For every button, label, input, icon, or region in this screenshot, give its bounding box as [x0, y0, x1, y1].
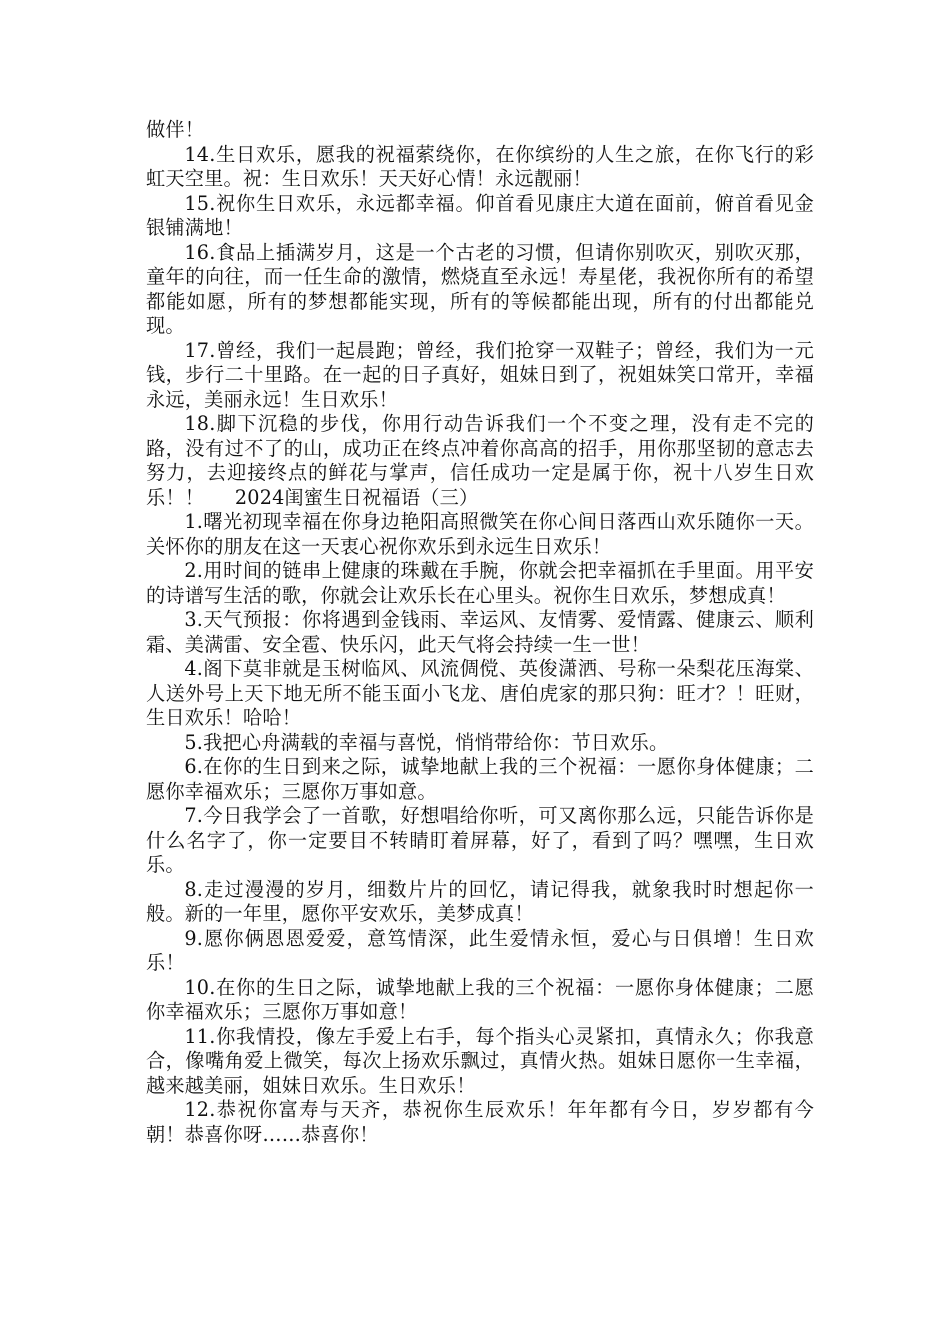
paragraph-18-text: 18.脚下沉稳的步伐，你用行动告诉我们一个不变之理，没有走不完的路，没有过不了的山，成功正在终点冲着你高高的招手，用你那坚韧的意志去努力，去迎接终点的鲜花与掌声，信任成功一定是属于你，祝十八岁生日欢乐！！ — [146, 412, 814, 509]
wish-11: 11.你我情投，像左手爱上右手，每个指头心灵紧扣，真情永久；你我意合，像嘴角爱上微笑，每次上扬欢乐飘过，真情火热。姐妹日愿你一生幸福，越来越美丽，姐妹日欢乐。生日欢乐！ — [146, 1024, 814, 1097]
paragraph-15: 15.祝你生日欢乐，永远都幸福。仰首看见康庄大道在面前，俯首看见金银铺满地！ — [146, 191, 814, 239]
wish-8: 8.走过漫漫的岁月，细数片片的回忆，请记得我，就象我时时想起你一般。新的一年里，愿你平安欢乐，美梦成真！ — [146, 877, 814, 925]
wish-2: 2.用时间的链串上健康的珠戴在手腕，你就会把幸福抓在手里面。用平安的诗谱写生活的歌，你就会让欢乐长在心里头。祝你生日欢乐，梦想成真！ — [146, 559, 814, 607]
wish-7: 7.今日我学会了一首歌，好想唱给你听，可又离你那么远，只能告诉你是什么名字了，你一定要目不转睛盯着屏幕，好了，看到了吗？嘿嘿，生日欢乐。 — [146, 804, 814, 876]
lead-fragment: 做伴！ — [146, 118, 205, 141]
document-body — [146, 118, 814, 1147]
wish-5: 5.我把心舟满载的幸福与喜悦，悄悄带给你：节日欢乐。 — [184, 730, 669, 754]
wish-10: 10.在你的生日之际，诚挚地献上我的三个祝福：一愿你身体健康；二愿你幸福欢乐；三愿你万事如意！ — [146, 975, 814, 1023]
section-title: 2024闺蜜生日祝福语（三） — [234, 485, 479, 509]
wish-12: 12.恭祝你富寿与天齐，恭祝你生辰欢乐！年年都有今日，岁岁都有今朝！恭喜你呀……恭喜你！ — [146, 1098, 814, 1146]
paragraph-16: 16.食品上插满岁月，这是一个古老的习惯，但请你别吹灭，别吹灭那，童年的向往，而一任生命的激情，燃烧直至永远！寿星佬，我祝你所有的希望都能如愿，所有的梦想都能实现，所有的等候都能出现，所有的付出都能兑现。 — [146, 240, 814, 337]
wish-4: 4.阁下莫非就是玉树临风、风流倜傥、英俊潇洒、号称一朵梨花压海棠、人送外号上天下地无所不能玉面小飞龙、唐伯虎家的那只狗：旺才？！旺财，生日欢乐！哈哈！ — [146, 657, 814, 729]
paragraph-14: 14.生日欢乐，愿我的祝福萦绕你，在你缤纷的人生之旅，在你飞行的彩虹天空里。祝：生日欢乐！天天好心情！永远靓丽！ — [146, 142, 814, 190]
paragraph-17: 17.曾经，我们一起晨跑；曾经，我们抢穿一双鞋子；曾经，我们为一元钱，步行二十里路。在一起的日子真好，姐妹日到了，祝姐妹笑口常开，幸福永远，美丽永远！生日欢乐！ — [146, 338, 814, 411]
wish-1: 1.曙光初现幸福在你身边艳阳高照微笑在你心间日落西山欢乐随你一天。关怀你的朋友在这一天衷心祝你欢乐到永远生日欢乐！ — [146, 510, 814, 558]
wish-6: 6.在你的生日到来之际，诚挚地献上我的三个祝福：一愿你身体健康；二愿你幸福欢乐；三愿你万事如意。 — [146, 755, 814, 803]
wish-3: 3.天气预报：你将遇到金钱雨、幸运风、友情雾、爱情露、健康云、顺利霜、美满雷、安全雹、快乐闪，此天气将会持续一生一世！ — [146, 608, 814, 656]
paragraph-18 — [146, 412, 814, 510]
wish-9: 9.愿你俩恩恩爱爱，意笃情深，此生爱情永恒，爱心与日俱增！生日欢乐！ — [146, 926, 814, 974]
